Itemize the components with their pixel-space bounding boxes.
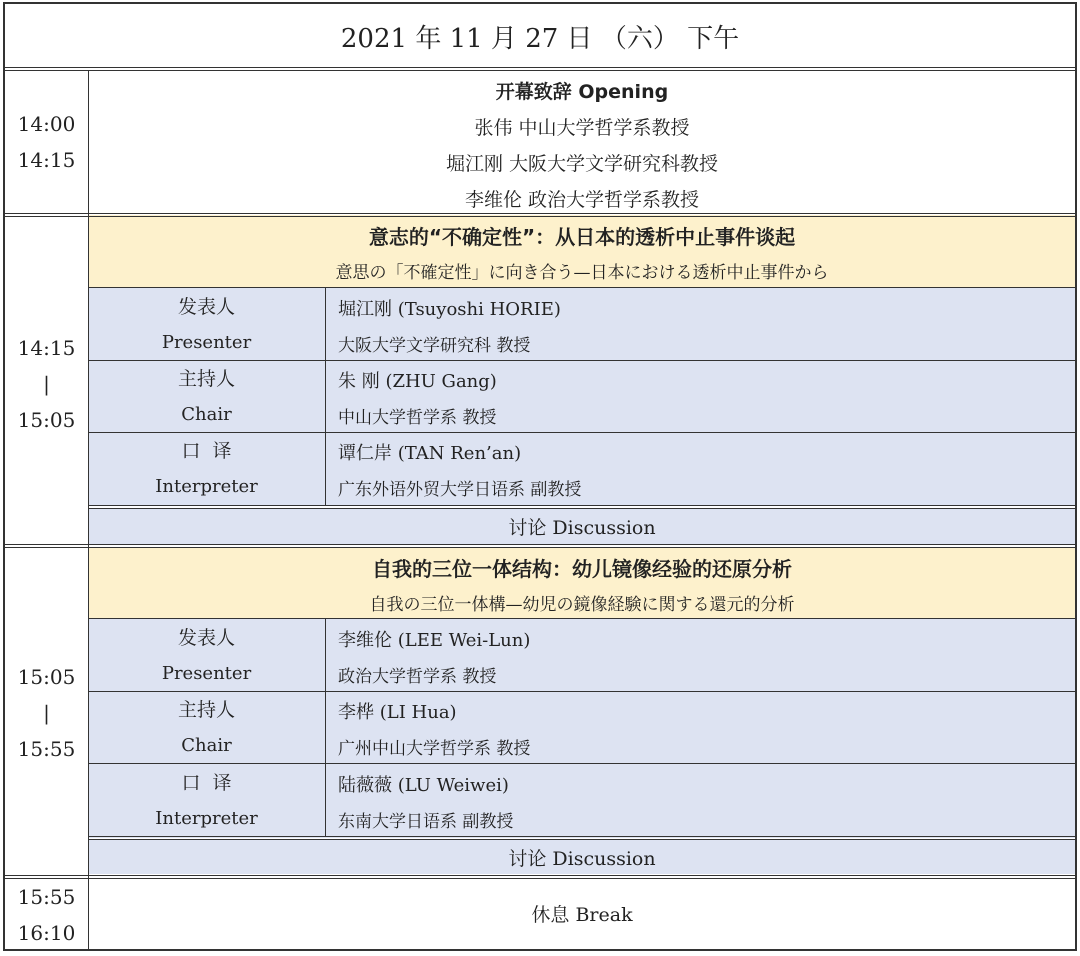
row-divider (88, 508, 1076, 509)
column-divider (88, 70, 89, 951)
opening-block (89, 72, 1075, 214)
column-divider (325, 288, 326, 506)
row-divider (3, 878, 1077, 879)
person-name: 李桦 (LI Hua) (338, 702, 457, 723)
person-name: 堀江刚 (Tsuyoshi HORIE) (338, 299, 561, 320)
session2-time (5, 659, 88, 767)
opening-speaker: 堀江刚 大阪大学文学研究科教授 (445, 152, 719, 175)
person-cell (326, 290, 1075, 360)
person-cell (326, 434, 1075, 504)
person-affiliation: 广州中山大学哲学系 教授 (338, 738, 531, 759)
time-start: 15:55 (17, 885, 76, 909)
table-border (3, 2, 5, 951)
session1-discussion (89, 509, 1075, 544)
time-end: 14:15 (17, 148, 76, 172)
row-divider (88, 839, 1076, 840)
role-en: Presenter (161, 332, 252, 353)
person-affiliation: 大阪大学文学研究科 教授 (338, 335, 531, 356)
row-divider (3, 544, 1077, 545)
row-divider (88, 287, 1076, 288)
person-name: 陆薇薇 (LU Weiwei) (338, 775, 509, 796)
role-cn: 主持人 (177, 699, 235, 721)
time-start: 14:15 (17, 336, 76, 360)
row-divider (3, 216, 1077, 217)
time-end: 16:10 (17, 921, 76, 945)
row-divider (3, 547, 1077, 548)
time-start: 14:00 (17, 112, 76, 136)
opening-title: 开幕致辞 Opening (495, 80, 669, 103)
row-divider (88, 836, 1076, 837)
person-affiliation: 东南大学日语系 副教授 (338, 811, 514, 832)
person-affiliation: 政治大学哲学系 教授 (338, 666, 497, 687)
row-divider (88, 618, 1076, 619)
person-cell (326, 621, 1075, 691)
person-cell (326, 693, 1075, 763)
row-divider (88, 432, 1076, 433)
role-cell (89, 621, 324, 691)
session-subtitle: 自我の三位一体構—幼児の鏡像経験に関する還元的分析 (369, 594, 795, 615)
role-en: Interpreter (155, 476, 258, 497)
person-affiliation: 中山大学哲学系 教授 (338, 407, 497, 428)
person-name: 李维伦 (LEE Wei-Lun) (338, 630, 531, 651)
session2-discussion (89, 840, 1075, 874)
role-en: Chair (181, 404, 232, 425)
discussion-label: 讨论 Discussion (508, 517, 656, 539)
time-start: 15:05 (17, 665, 76, 689)
row-divider (88, 763, 1076, 764)
session-subtitle: 意思の「不確定性」に向き合う—日本における透析中止事件から (335, 262, 829, 283)
role-cell (89, 434, 324, 504)
break-block (89, 878, 1075, 948)
role-en: Chair (181, 735, 232, 756)
session-title: 自我的三位一体结构：幼儿镜像经验的还原分析 (372, 556, 792, 581)
break-label: 休息 Break (531, 903, 633, 926)
role-cn: 发表人 (177, 627, 235, 649)
person-affiliation: 广东外语外贸大学日语系 副教授 (338, 479, 582, 500)
discussion-label: 讨论 Discussion (508, 847, 656, 870)
role-cn: 口 译 (181, 440, 232, 462)
row-divider (88, 360, 1076, 361)
role-cell (89, 766, 324, 836)
date-header (5, 4, 1075, 68)
role-cn: 主持人 (177, 368, 235, 390)
role-cn: 口 译 (181, 772, 232, 794)
session1-title-block (89, 215, 1075, 287)
row-divider (88, 691, 1076, 692)
session1-time (5, 330, 88, 438)
time-end: 15:55 (17, 737, 76, 761)
person-name: 朱 刚 (ZHU Gang) (338, 371, 497, 392)
role-cell (89, 362, 324, 432)
row-divider (88, 505, 1076, 506)
person-name: 谭仁岸 (TAN Ren’an) (338, 443, 522, 464)
table-border (1075, 2, 1077, 951)
time-separator: | (43, 372, 50, 396)
role-en: Presenter (161, 663, 252, 684)
person-cell (326, 362, 1075, 432)
session-title: 意志的“不确定性”：从日本的透析中止事件谈起 (368, 224, 796, 249)
session2-title-block (89, 547, 1075, 618)
opening-speaker: 张伟 中山大学哲学系教授 (474, 116, 690, 139)
row-divider (3, 213, 1077, 214)
table-border (3, 2, 1077, 4)
role-en: Interpreter (155, 808, 258, 829)
time-end: 15:05 (17, 408, 76, 432)
date-text: 2021 年 11 月 27 日 （六） 下午 (340, 23, 740, 54)
role-cn: 发表人 (177, 296, 235, 318)
opening-time (5, 70, 88, 214)
column-divider (325, 619, 326, 837)
person-cell (326, 766, 1075, 836)
row-divider (3, 70, 1077, 71)
row-divider (3, 67, 1077, 68)
break-time (5, 880, 88, 950)
role-cell (89, 693, 324, 763)
opening-speaker: 李维伦 政治大学哲学系教授 (464, 188, 700, 211)
table-border (3, 949, 1077, 951)
time-separator: | (43, 701, 50, 725)
role-cell (89, 290, 324, 360)
row-divider (3, 875, 1077, 876)
